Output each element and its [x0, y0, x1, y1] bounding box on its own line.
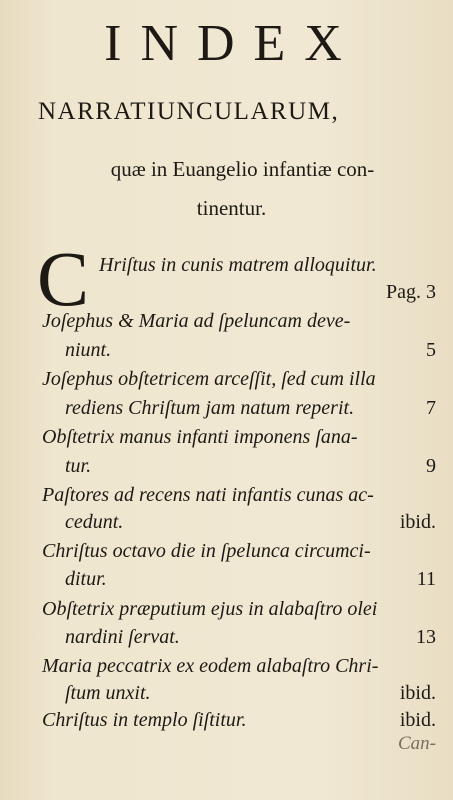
index-entry-line [65, 624, 436, 651]
index-entry-line [42, 596, 436, 623]
index-entry-line [99, 252, 436, 279]
index-entry-line [42, 653, 436, 680]
index-entry-line [42, 707, 436, 734]
entry-page: 5 [426, 339, 436, 361]
entry-text: tur. [65, 455, 92, 477]
index-entry-line [99, 279, 436, 306]
page-title: INDEX [104, 15, 361, 72]
entry-text: Hriſtus in cunis matrem alloquitur. [99, 254, 377, 276]
index-entry-line [65, 566, 436, 593]
drop-capital: C [37, 235, 90, 322]
entry-page: ibid. [399, 682, 436, 704]
entry-text: Joſephus & Maria ad ſpeluncam deve- [42, 310, 351, 332]
entry-text: rediens Chriſtum jam natum reperit. [65, 397, 355, 419]
entry-page: 9 [426, 455, 436, 477]
entry-text: Paſtores ad recens nati infantis cunas ac- [42, 484, 374, 506]
index-entry-line [42, 424, 436, 451]
index-entry-line [42, 308, 436, 335]
entry-text: Chriſtus in templo ſiſtitur. [42, 709, 247, 731]
entry-text: cedunt. [65, 511, 124, 533]
catchword: Can- [398, 733, 436, 754]
index-entry-line [65, 680, 436, 707]
entry-text: ſtum unxit. [65, 682, 151, 704]
entry-text: Obſtetrix manus infanti imponens ſana- [42, 426, 358, 448]
intro-line-1: quæ in Euangelio infantiæ con- [110, 157, 375, 181]
entry-page: Pag. 3 [386, 281, 436, 303]
index-entry-line [65, 337, 436, 364]
entry-page: ibid. [399, 511, 436, 533]
entry-text: niunt. [65, 339, 112, 361]
entry-page: 7 [426, 397, 436, 419]
index-entry-line [42, 482, 436, 509]
intro-line-2: tinentur. [196, 196, 267, 220]
index-entry-line [65, 453, 436, 480]
entry-text: Obſtetrix præputium ejus in alabaſtro olei [42, 598, 378, 620]
entry-page: ibid. [399, 709, 436, 731]
entry-text: ditur. [65, 568, 107, 590]
entry-text: Chriſtus octavo die in ſpelunca circumci- [42, 540, 371, 562]
index-entry-line [65, 509, 436, 536]
entry-page: 13 [416, 626, 436, 648]
entry-text: Joſephus obſtetricem arceſſit, ſed cum illa [42, 368, 376, 390]
index-entry-line [42, 366, 436, 393]
entry-text: Maria peccatrix ex eodem alabaſtro Chri- [42, 655, 379, 677]
index-entry-line [65, 395, 436, 422]
index-entry-line [42, 538, 436, 565]
entry-text: nardini ſervat. [65, 626, 180, 648]
page-subtitle: NARRATIUNCULARUM, [38, 98, 340, 125]
entry-page: 11 [416, 568, 436, 590]
